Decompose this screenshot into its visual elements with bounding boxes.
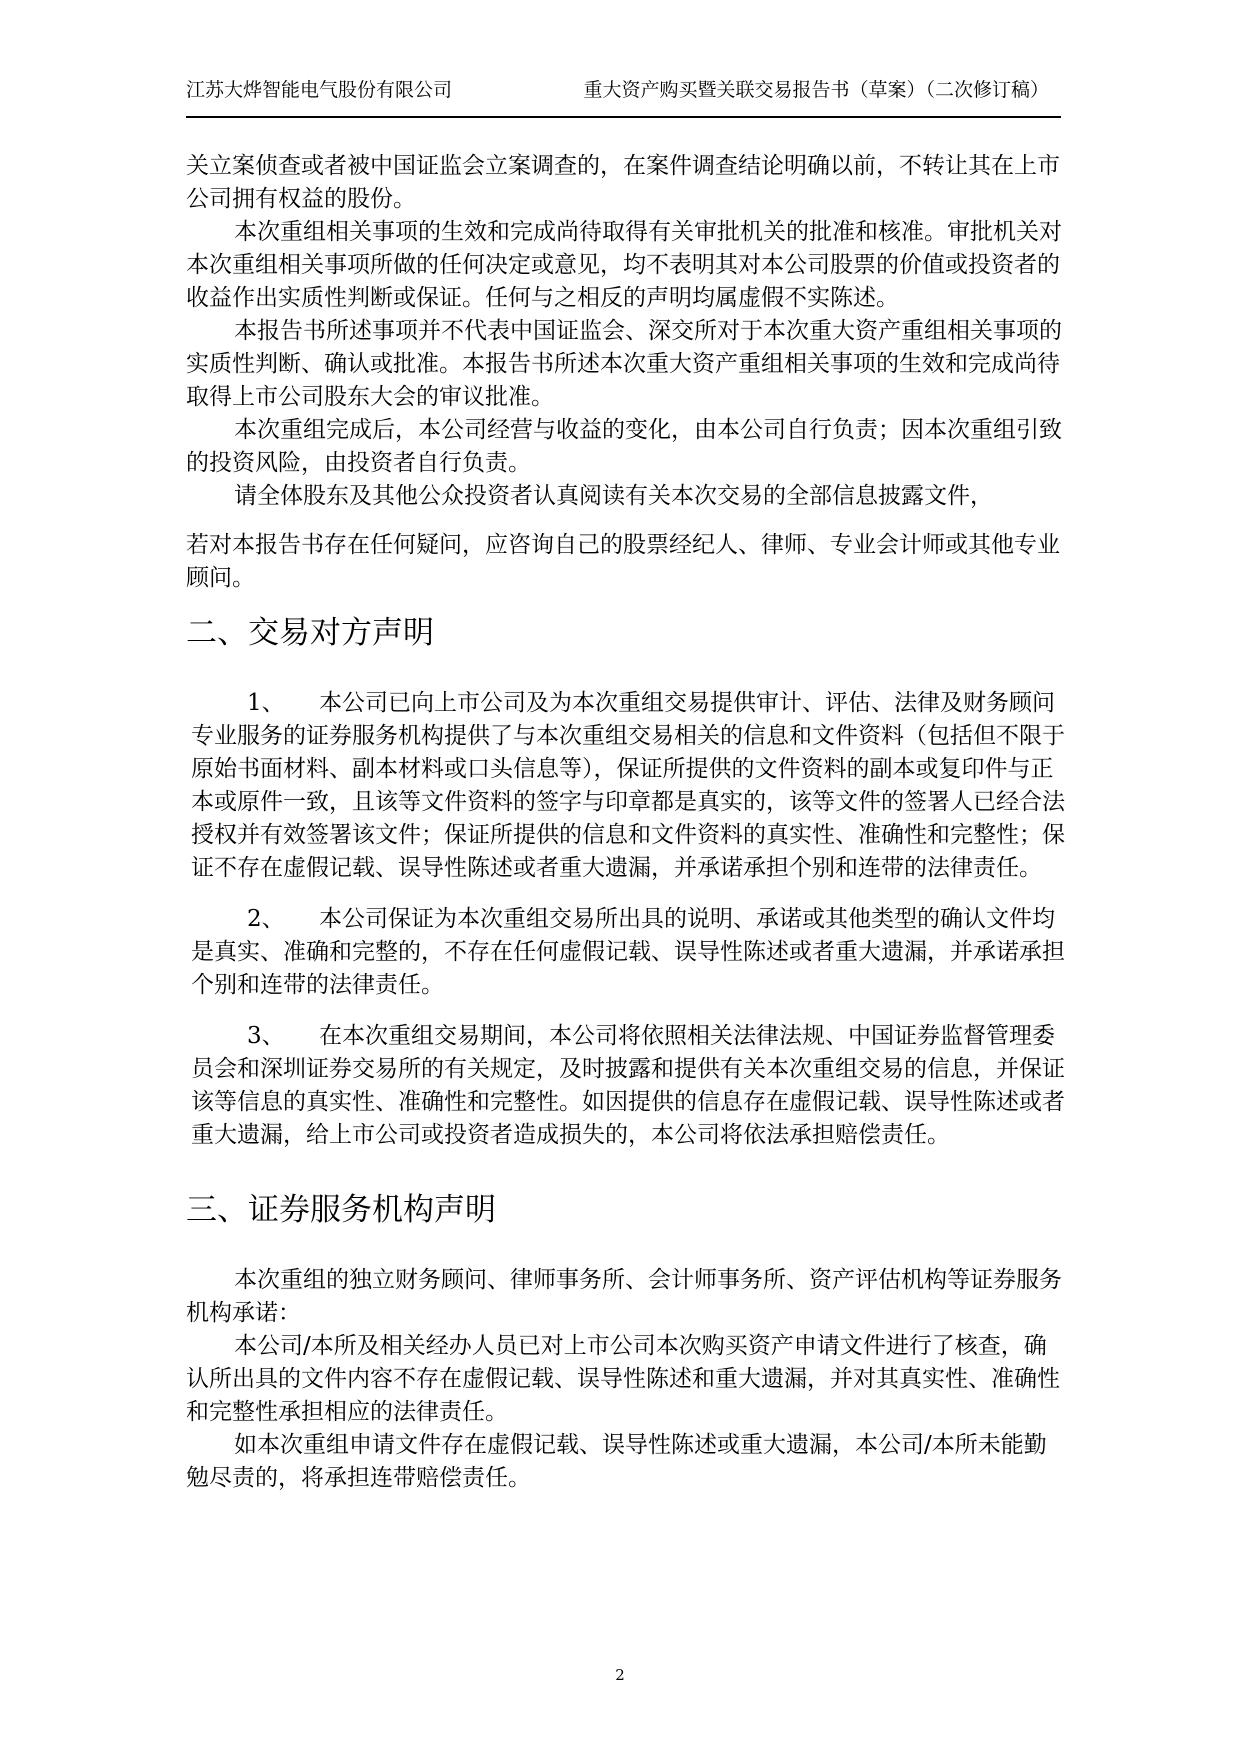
item-number: 3、 xyxy=(247,1023,285,1049)
page-header xyxy=(186,76,1061,118)
numbered-item-1 xyxy=(191,687,1066,885)
item-text: 本公司已向上市公司及为本次重组交易提供审计、评估、法律及财务顾问专业服务的证券服务机构提供了与本次重组交易相关的信息和文件资料（包括但不限于原始书面材料、副本材料或口头信息等），保证所提供的文件资料的副本或复印件与正本或原件一致，且该等文件资料的签字与印章都是真实的，该等文件的签署人已经合法授权并有效签署该文件；保证所提供的信息和文件资料的真实性、准确性和完整性；保证不存在虚假记载、误导性陈述或者重大遗漏，并承诺承担个别和连带的法律责任。 xyxy=(191,690,1065,881)
paragraph-consult-advisors: 若对本报告书存在任何疑问，应咨询自己的股票经纪人、律师、专业会计师或其他专业顾问。 xyxy=(186,532,1060,591)
paragraph-verification: 本公司/本所及相关经办人员已对上市公司本次购买资产申请文件进行了核查，确认所出具的文件内容不存在虚假记载、误导性陈述和重大遗漏，并对其真实性、准确性和完整性承担相应的法律责任。 xyxy=(186,1333,1060,1425)
paragraph-institutions-commit: 本次重组的独立财务顾问、律师事务所、会计师事务所、资产评估机构等证券服务机构承诺： xyxy=(186,1267,1062,1326)
item-number: 1、 xyxy=(247,690,285,716)
header-document-title: 重大资产购买暨关联交易报告书（草案）（二次修订稿） xyxy=(583,79,1049,101)
item-text: 本公司保证为本次重组交易所出具的说明、承诺或其他类型的确认文件均是真实、准确和完整的，不存在任何虚假记载、误导性陈述或者重大遗漏，并承诺承担个别和连带的法律责任。 xyxy=(191,906,1065,998)
paragraph-approval: 本次重组相关事项的生效和完成尚待取得有关审批机关的批准和核准。审批机关对本次重组相关事项所做的任何决定或意见，均不表明其对本公司股票的价值或投资者的收益作出实质性判断或保证。任何与之相反的声明均属虚假不实陈述。 xyxy=(186,219,1062,311)
numbered-item-3 xyxy=(191,1020,1066,1152)
item-number: 2、 xyxy=(247,906,285,932)
paragraph-read-disclosure: 请全体股东及其他公众投资者认真阅读有关本次交易的全部信息披露文件， xyxy=(234,483,993,509)
paragraph-risk: 本次重组完成后，本公司经营与收益的变化，由本公司自行负责；因本次重组引致的投资风险，由投资者自行负责。 xyxy=(186,417,1062,476)
paragraph-continued: 关立案侦查或者被中国证监会立案调查的，在案件调查结论明确以前，不转让其在上市公司拥有权益的股份。 xyxy=(186,153,1060,212)
document-body xyxy=(186,150,1066,1495)
item-text: 在本次重组交易期间，本公司将依照相关法律法规、中国证券监督管理委员会和深圳证券交易所的有关规定，及时披露和提供有关本次重组交易的信息，并保证该等信息的真实性、准确性和完整性。如因提供的信息存在虚假记载、误导性陈述或者重大遗漏，给上市公司或投资者造成损失的，本公司将依法承担赔偿责任。 xyxy=(191,1023,1065,1148)
numbered-item-2 xyxy=(191,903,1066,1002)
header-company-name: 江苏大烨智能电气股份有限公司 xyxy=(186,79,453,101)
page-number: 2 xyxy=(615,1666,625,1684)
heading-service-institution-statement: 三、证券服务机构声明 xyxy=(186,1192,496,1228)
paragraph-regulator-statement: 本报告书所述事项并不代表中国证监会、深交所对于本次重大资产重组相关事项的实质性判断、确认或批准。本报告书所述本次重大资产重组相关事项的生效和完成尚待取得上市公司股东大会的审议批准。 xyxy=(186,318,1062,410)
heading-counterparty-statement: 二、交易对方声明 xyxy=(186,615,434,651)
paragraph-liability: 如本次重组申请文件存在虚假记载、误导性陈述或重大遗漏，本公司/本所未能勤勉尽责的，将承担连带赔偿责任。 xyxy=(186,1432,1047,1491)
